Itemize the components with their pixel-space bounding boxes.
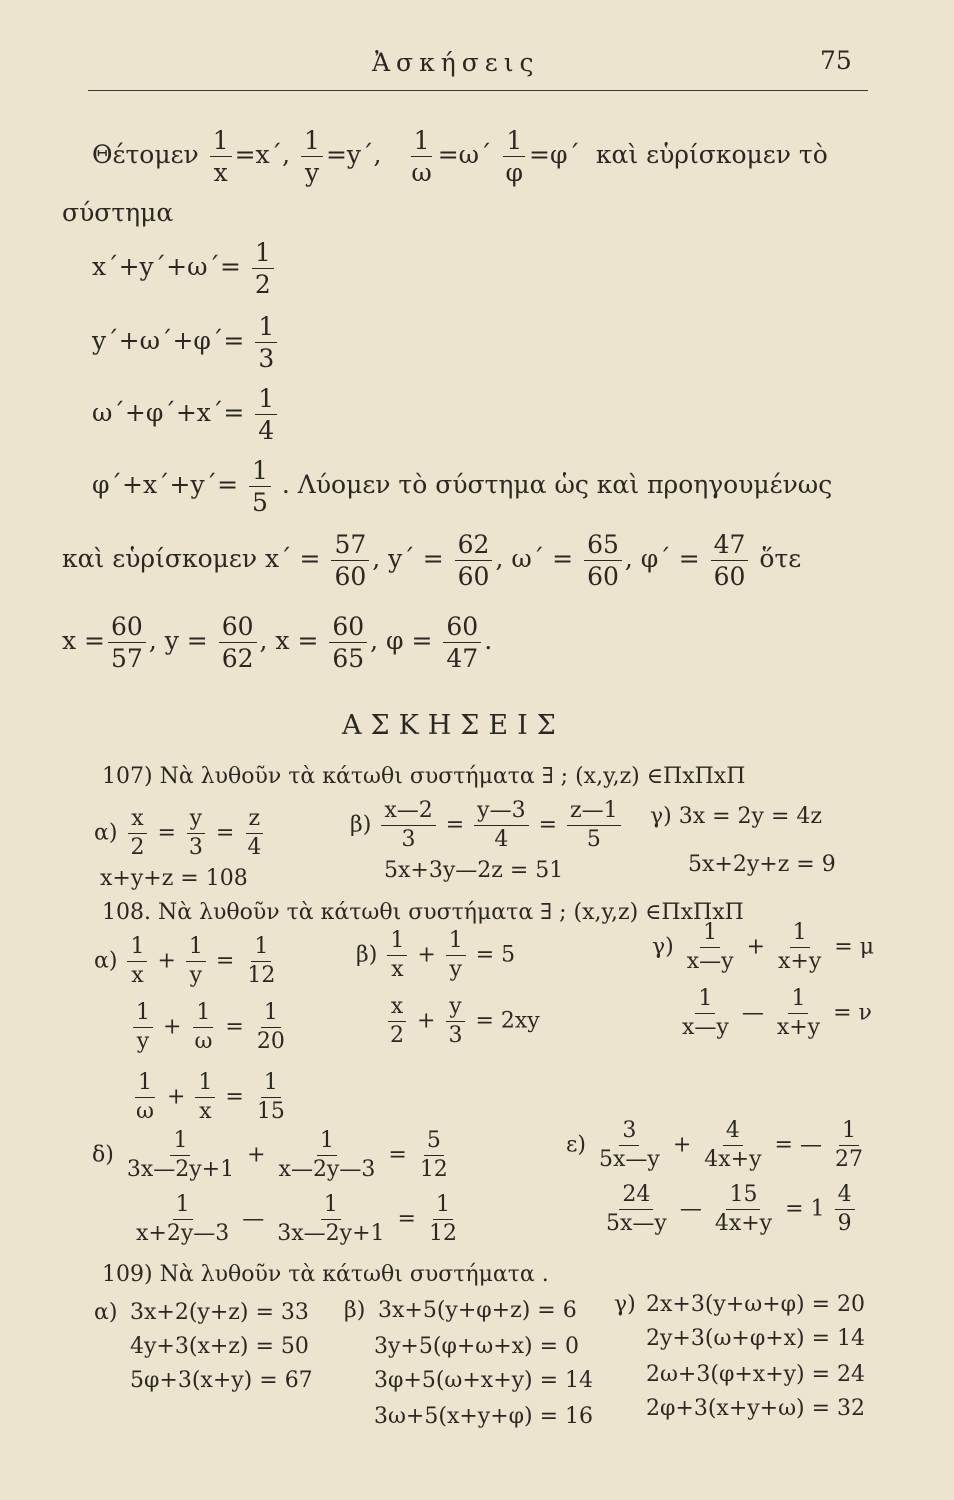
ex108-c1: γ) $\frac{1}{x—y}$ + $\frac{1}{x+y}$ = μ (652, 920, 875, 974)
ex107-title: 107) Νὰ λυθοῦν τὰ κάτωθι συστήματα ∃ ; (x,y,z) ∈ΠxΠxΠ (102, 764, 746, 789)
text-kai-euriskomen: καὶ εὑρίσκομεν τὸ (595, 140, 828, 169)
ex109-b-1: 3x+5(y+φ+z) = 6 (378, 1298, 577, 1323)
ex109-c-2: 2y+3(ω+φ+x) = 14 (646, 1326, 866, 1351)
result-line: x = $\frac{60}{57}$ , y = $\frac{60}{62}$ , x = $\frac{60}{65}$ , φ = $\frac{60}{47}$ . (62, 612, 493, 673)
ex108-e1: ε) $\frac{3}{5x—y}$ + $\frac{4}{4x+y}$ = — $\frac{1}{27}$ (566, 1118, 863, 1172)
ex107-c: γ) 3x = 2y = 4z (650, 804, 822, 829)
system-eq-2: y΄+ω΄+φ΄= $\frac{1}{3}$ (92, 314, 280, 371)
ex109-b-2: 3y+5(φ+ω+x) = 0 (374, 1334, 580, 1359)
system-eq-1: x΄+y΄+ω΄= $\frac{1}{2}$ (92, 240, 277, 297)
page-number: 75 (820, 46, 852, 75)
header-rule (88, 90, 868, 91)
ex109-a-3: 5φ+3(x+y) = 67 (130, 1368, 313, 1393)
ex108-e2: $\frac{24}{5x—y}$ — $\frac{15}{4x+y}$ = 1 $\frac{4}{9}$ (600, 1184, 858, 1235)
text-thetomen: Θέτομεν (92, 140, 199, 169)
ex109-b-label: β) (344, 1298, 366, 1323)
ex107-a: α) $\frac{x}{2}$ = $\frac{y}{3}$ = $\frac{z}{4}$ (94, 806, 262, 860)
ex109-b-4: 3ω+5(x+y+φ) = 16 (374, 1404, 594, 1429)
ex109-a-label: α) (94, 1300, 118, 1325)
ex109-a-2: 4y+3(x+z) = 50 (130, 1334, 309, 1359)
ex109-c-label: γ) (614, 1292, 636, 1317)
ex109-c-1: 2x+3(y+ω+φ) = 20 (646, 1292, 866, 1317)
ex108-b2: $\frac{x}{2}$ + $\frac{y}{3}$ = 2xy (384, 996, 540, 1047)
fraction-1-over-w: $\frac{1}{\omega}$ (411, 126, 432, 187)
ex108-d1: δ) $\frac{1}{3x—2y+1}$ + $\frac{1}{x—2y—3}$ = $\frac{5}{12}$ (92, 1128, 448, 1182)
ex107-a-line2: x+y+z = 108 (100, 866, 248, 891)
ex108-a2: $\frac{1}{y}$ + $\frac{1}{\omega}$ = $\frac{1}{20}$ (130, 1002, 291, 1053)
running-title: Ἀσκήσεις (372, 48, 540, 77)
system-eq-3: ω΄+φ΄+x΄= $\frac{1}{4}$ (92, 386, 280, 443)
text-sustima: σύστημα (62, 198, 174, 227)
ex109-c-3: 2ω+3(φ+x+y) = 24 (646, 1362, 866, 1387)
found-values-line: καὶ εὑρίσκομεν x΄ = $\frac{57}{60}$ , y΄ = $\frac{62}{60}$ , ω΄ = $\frac{65}{60}$ , φ΄ = $\frac{47}{60}$ ὅτε (62, 530, 802, 591)
ex108-b1: β) $\frac{1}{x}$ + $\frac{1}{y}$ = 5 (356, 928, 516, 982)
ex108-d2: $\frac{1}{x+2y—3}$ — $\frac{1}{3x—2y+1}$ = $\frac{1}{12}$ (136, 1192, 457, 1246)
section-title: ΑΣΚΗΣΕΙΣ (342, 710, 565, 741)
system-eq-4: φ΄+x΄+y΄= $\frac{1}{5}$ . Λύομεν τὸ σύστημα ὡς καὶ προηγουμένως (92, 456, 833, 517)
fraction-1-over-f: $\frac{1}{\varphi}$ (503, 128, 527, 185)
ex108-title: 108. Νὰ λυθοῦν τὰ κάτωθι συστήματα ∃ ; (x,y,z) ∈ΠxΠxΠ (102, 900, 744, 925)
ex109-c-4: 2φ+3(x+y+ω) = 32 (646, 1396, 866, 1421)
ex109-a-1: 3x+2(y+z) = 33 (130, 1300, 309, 1325)
ex107-c-line2: 5x+2y+z = 9 (688, 852, 836, 877)
ex108-a3: $\frac{1}{\omega}$ + $\frac{1}{x}$ = $\frac{1}{15}$ (136, 1070, 285, 1124)
fraction-1-over-x: $\frac{1}{x}$ (210, 128, 232, 185)
ex109-b-3: 3φ+5(ω+x+y) = 14 (374, 1368, 594, 1393)
solve-text: . Λύομεν τὸ σύστημα ὡς καὶ προηγουμένως (281, 470, 833, 499)
ex109-title: 109) Νὰ λυθοῦν τὰ κάτωθι συστήματα . (102, 1262, 549, 1287)
ex107-b-line2: 5x+3y—2z = 51 (384, 858, 564, 883)
fraction-1-over-y: $\frac{1}{y}$ (301, 128, 323, 185)
ex107-b: β) $\frac{x—2}{3}$ = $\frac{y—3}{4}$ = $\frac{z—1}{5}$ (350, 800, 624, 851)
substitution-line: Θέτομεν $\frac{1}{x}$ =x΄, $\frac{1}{y}$ =y΄, $\frac{1}{\omega}$ =ω΄ $\frac{1}{\varphi}$ =φ΄ καὶ εὑρίσκομεν τὸ (92, 126, 828, 187)
ex108-a1: α) $\frac{1}{x}$ + $\frac{1}{y}$ = $\frac{1}{12}$ (94, 934, 276, 988)
ex108-c2: $\frac{1}{x—y}$ — $\frac{1}{x+y}$ = ν (682, 986, 872, 1040)
